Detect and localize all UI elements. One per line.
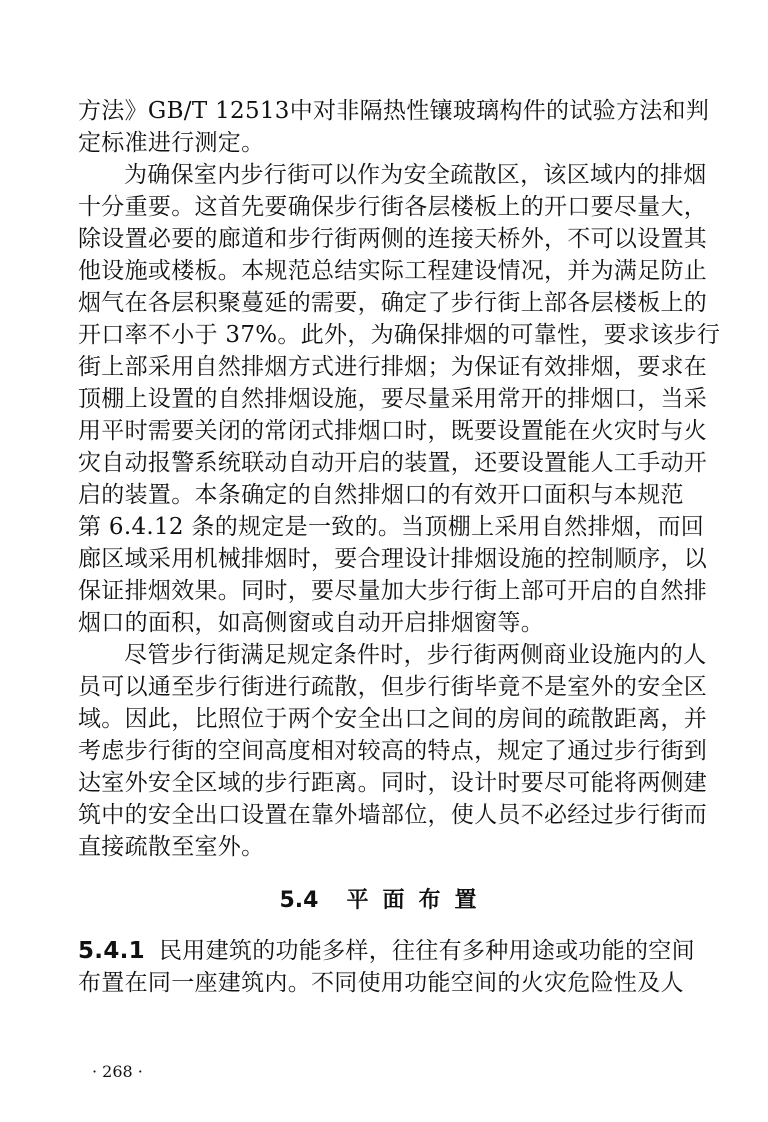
text-line: 员可以通至步行街进行疏散，但步行街毕竟不是室外的安全区	[78, 674, 708, 700]
text-line: 灾自动报警系统联动自动开启的装置，还要设置能人工手动开	[78, 450, 708, 476]
text-line: 定标准进行测定。	[78, 130, 265, 156]
text-line: 考虑步行街的空间高度相对较高的特点，规定了通过步行街到	[78, 738, 708, 764]
text-line: 街上部采用自然排烟方式进行排烟；为保证有效排烟，要求在	[78, 354, 708, 380]
text-line: 保证排烟效果。同时，要尽量加大步行街上部可开启的自然排	[78, 578, 708, 604]
paragraph-2	[78, 159, 721, 639]
text-line: 除设置必要的廊道和步行街两侧的连接天桥外，不可以设置其	[78, 226, 708, 252]
text-line: 直接疏散至室外。	[78, 834, 265, 860]
clause-5-4-1	[78, 935, 695, 999]
text-line: 廊区域采用机械排烟时，要合理设计排烟设施的控制顺序，以	[78, 546, 708, 572]
paragraph-1	[78, 95, 710, 159]
text-line: 布置在同一座建筑内。不同使用功能空间的火灾危险性及人	[78, 970, 684, 996]
text-line: 烟口的面积，如高侧窗或自动开启排烟窗等。	[78, 610, 544, 636]
section-title: 平面布置	[346, 888, 491, 913]
paragraph-3	[78, 639, 708, 863]
text-line: 方法》GB/T 12513中对非隔热性镶玻璃构件的试验方法和判	[78, 98, 710, 124]
section-number: 5.4	[279, 888, 319, 913]
section-heading	[78, 885, 692, 917]
text-line: 为确保室内步行街可以作为安全疏散区，该区域内的排烟	[124, 162, 707, 188]
text-line: 筑中的安全出口设置在靠外墙部位，使人员不必经过步行街而	[78, 802, 708, 828]
text-line: 第 6.4.12 条的规定是一致的。当顶棚上采用自然排烟，而回	[78, 514, 705, 540]
text-line: 烟气在各层积聚蔓延的需要，确定了步行街上部各层楼板上的	[78, 290, 708, 316]
clause-text: 民用建筑的功能多样，往往有多种用途或功能的空间	[159, 938, 695, 964]
text-line: 尽管步行街满足规定条件时，步行街两侧商业设施内的人	[124, 642, 707, 668]
text-line: 用平时需要关闭的常闭式排烟口时，既要设置能在火灾时与火	[78, 418, 708, 444]
text-line: 十分重要。这首先要确保步行街各层楼板上的开口要尽量大，	[78, 194, 708, 220]
text-line: 顶棚上设置的自然排烟设施，要尽量采用常开的排烟口，当采	[78, 386, 708, 412]
clause-first-line	[78, 935, 695, 967]
document-page	[78, 95, 721, 999]
page-number: · 268 ·	[92, 1062, 143, 1081]
text-line: 开口率不小于 37%。此外，为确保排烟的可靠性，要求该步行	[78, 322, 721, 348]
clause-number: 5.4.1	[78, 938, 145, 964]
text-line: 域。因此，比照位于两个安全出口之间的房间的疏散距离，并	[78, 706, 708, 732]
text-line: 达室外安全区域的步行距离。同时，设计时要尽可能将两侧建	[78, 770, 708, 796]
text-line: 他设施或楼板。本规范总结实际工程建设情况，并为满足防止	[78, 258, 708, 284]
text-line: 启的装置。本条确定的自然排烟口的有效开口面积与本规范	[78, 482, 684, 508]
